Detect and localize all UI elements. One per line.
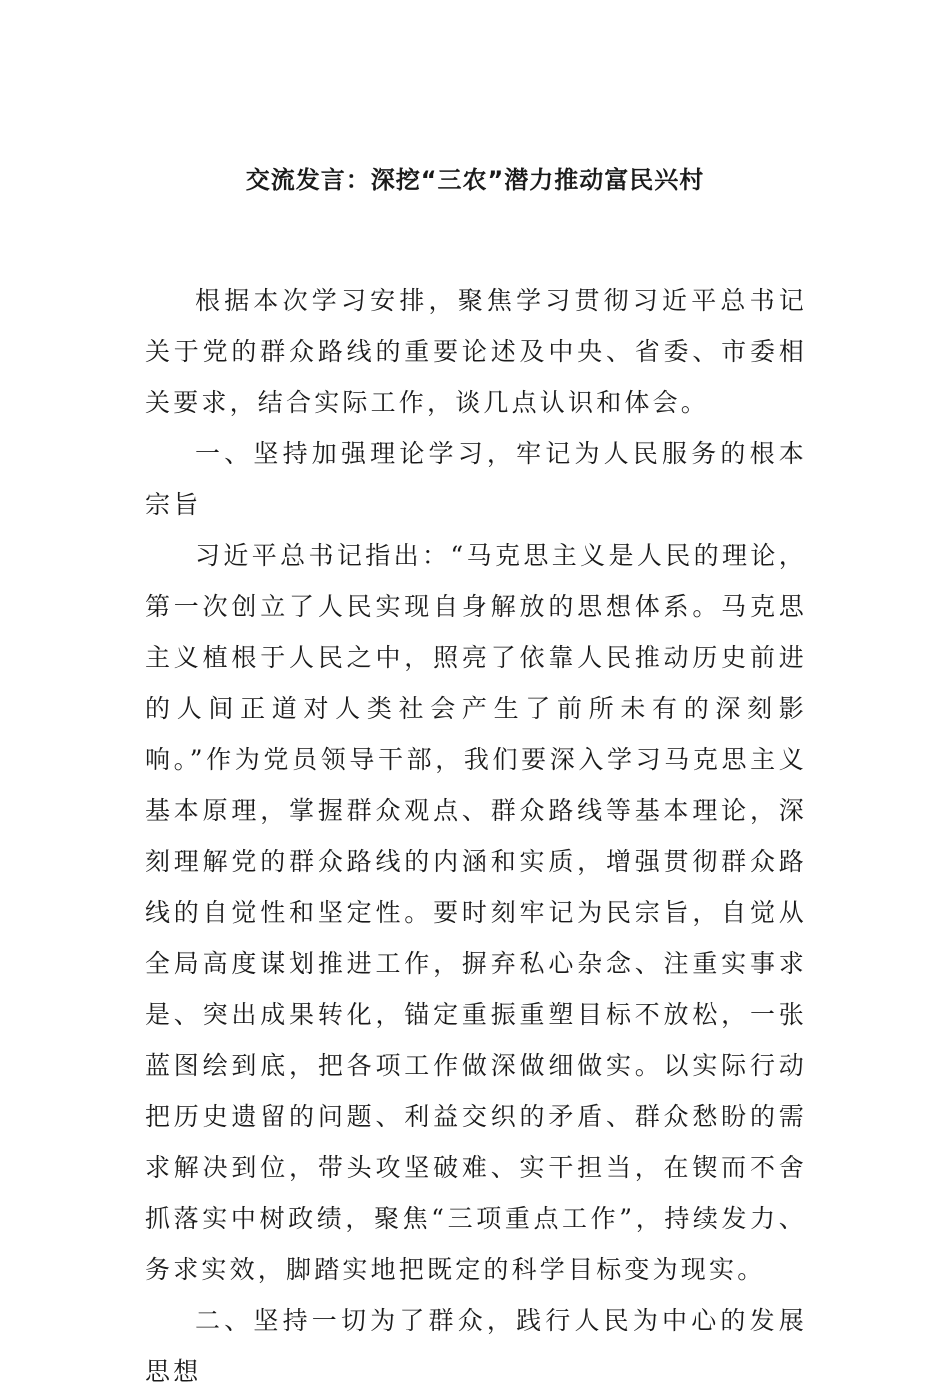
section-heading-2: 二、坚持一切为了群众，践行人民为中心的发展思想 bbox=[145, 1306, 807, 1386]
section-1-paragraph: 习近平总书记指出：“马克思主义是人民的理论，第一次创立了人民实现自身解放的思想体系。马克思主义植根于人民之中，照亮了依靠人民推动历史前进的人间正道对人类社会产生了前所未有的深刻影响。”作为党员领导干部，我们要深入学习马克思主义基本原理，掌握群众观点、群众路线等基本理论，深刻理解党的群众路线的内涵和实质，增强贯彻群众路线的自觉性和坚定性。要时刻牢记为民宗旨，自觉从全局高度谋划推进工作，摒弃私心杂念、注重实事求是、突出成果转化，锚定重振重塑目标不放松，一张蓝图绘到底，把各项工作做深做细做实。以实际行动把历史遗留的问题、利益交织的矛盾、群众愁盼的需求解决到位，带头攻坚破难、实干担当，在锲而不舍抓落实中树政绩，聚焦“三项重点工作”，持续发力、务求实效，脚踏实地把既定的科学目标变为现实。 bbox=[145, 541, 807, 1284]
intro-paragraph: 根据本次学习安排，聚焦学习贯彻习近平总书记关于党的群众路线的重要论述及中央、省委、市委相关要求，结合实际工作，谈几点认识和体会。 bbox=[145, 286, 807, 417]
document-title: 交流发言：深挖“三农”潜力推动富民兴村 bbox=[245, 166, 705, 194]
section-heading-1: 一、坚持加强理论学习，牢记为人民服务的根本宗旨 bbox=[145, 439, 807, 519]
document-body bbox=[145, 275, 807, 1397]
